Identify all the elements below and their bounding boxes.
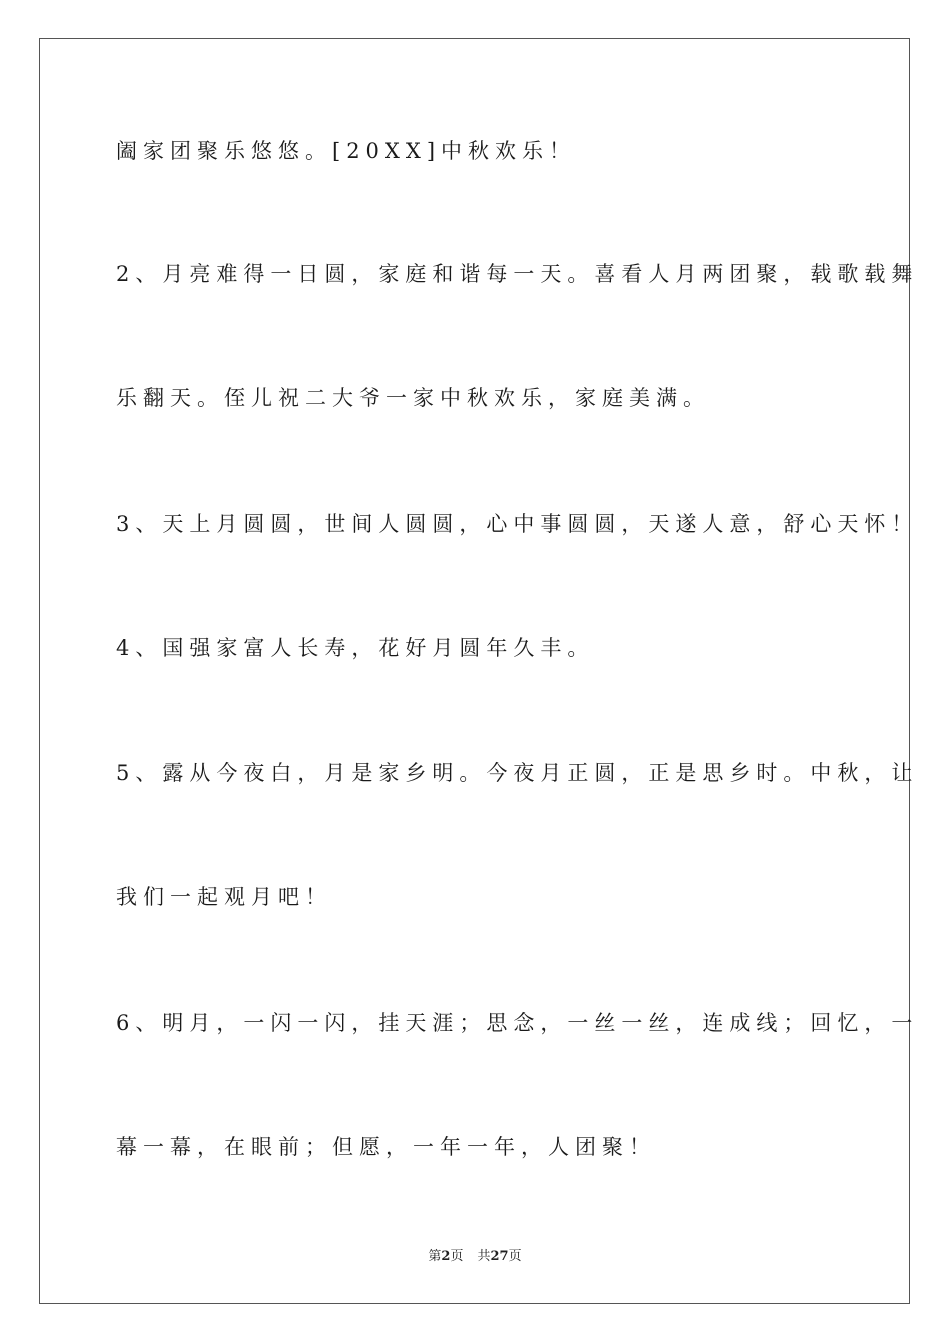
text-line-8: 6、明月，一闪一闪，挂天涯；思念，一丝一丝，连成线；回忆，一 [116, 1011, 919, 1035]
text-line-7: 我们一起观月吧！ [116, 885, 332, 909]
total-pages: 27 [490, 1249, 509, 1264]
total-suffix: 页 [508, 1249, 522, 1264]
page-number: 2 [441, 1249, 451, 1264]
text-line-9: 幕一幕，在眼前；但愿，一年一年，人团聚！ [116, 1135, 656, 1159]
text-line-4: 3、天上月圆圆，世间人圆圆，心中事圆圆，天遂人意，舒心天怀！ [116, 512, 919, 536]
page-footer [0, 1248, 950, 1266]
page-suffix: 页 [450, 1249, 464, 1264]
page-border [39, 38, 919, 1304]
text-line-2: 2、月亮难得一日圆，家庭和谐每一天。喜看人月两团聚，载歌载舞 [116, 262, 919, 286]
text-line-3: 乐翻天。侄儿祝二大爷一家中秋欢乐，家庭美满。 [116, 386, 710, 410]
total-prefix: 共 [477, 1249, 491, 1264]
text-line-1: 阖家团聚乐悠悠。[20XX]中秋欢乐！ [116, 139, 577, 163]
page-prefix: 第 [428, 1249, 442, 1264]
text-line-5: 4、国强家富人长寿，花好月圆年久丰。 [116, 636, 595, 660]
text-line-6: 5、露从今夜白，月是家乡明。今夜月正圆，正是思乡时。中秋，让 [116, 761, 919, 785]
